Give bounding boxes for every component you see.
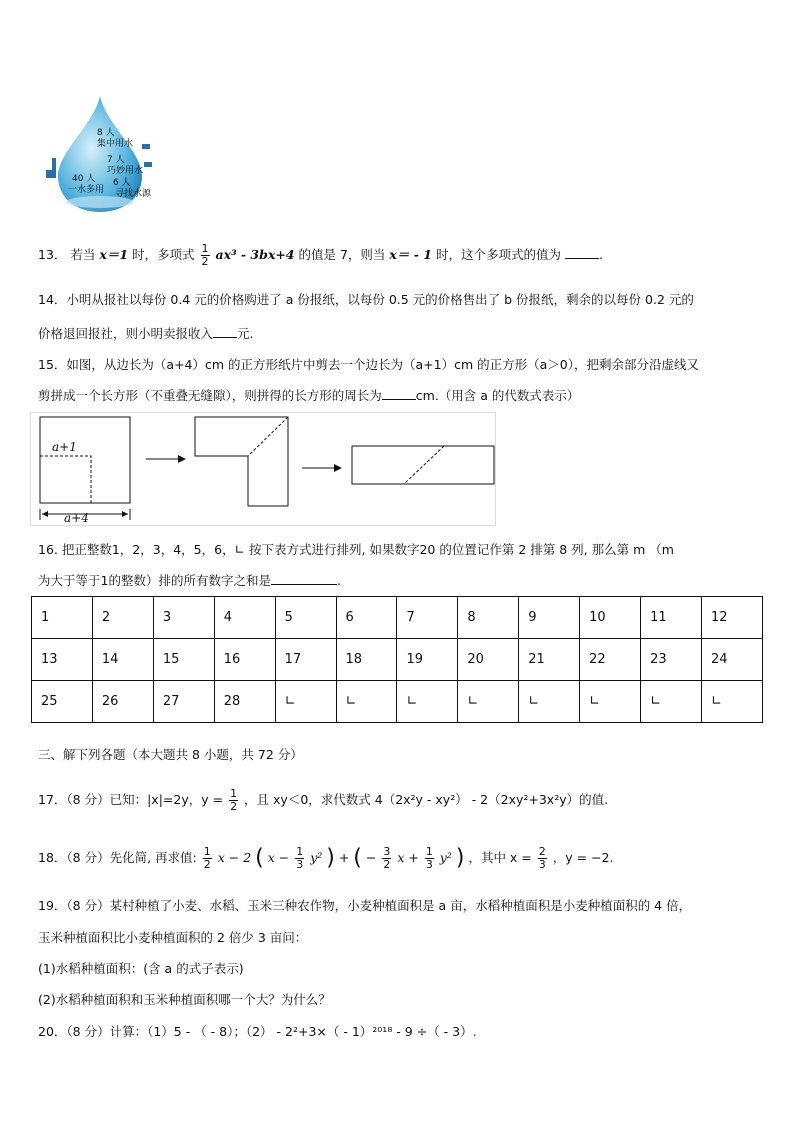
- table-cell: ∟: [701, 681, 762, 723]
- q18-frac-4: [425, 846, 434, 871]
- question-20: 20．（8 分）计算：（1）5 - （ - 8）；（2） - 2²+3×（ - 1）²⁰¹⁸ - 9 ÷（ - 3）.: [38, 1024, 477, 1039]
- q18-expr-1: x − 2: [217, 850, 252, 865]
- q15-figure: [30, 412, 496, 526]
- table-cell: 15: [153, 639, 214, 681]
- logo-text-7: 6 人: [113, 178, 131, 188]
- table-cell: 9: [519, 597, 580, 639]
- table-cell: 1: [32, 597, 93, 639]
- q13-polynomial: ax³ - 3bx+4: [215, 247, 295, 262]
- question-17: [38, 788, 608, 813]
- q14-text: 价格退回报社，则小明卖报收入: [38, 326, 214, 341]
- q18-expr-6: x +: [397, 850, 419, 865]
- q18-frac-3-num: 3: [383, 845, 391, 858]
- q13-frac-num: 1: [201, 242, 209, 255]
- q17-frac-den: 2: [230, 800, 238, 813]
- q17-text-1: 17．（8 分）已知：|x|=2y，y =: [38, 792, 224, 807]
- q18-expr-3: y²: [310, 850, 323, 865]
- table-cell: 25: [32, 681, 93, 723]
- q13-text-2: 时，多项式: [132, 247, 195, 262]
- table-cell: 23: [641, 639, 702, 681]
- q16-text: 为大于等于1的整数）排的所有数字之和是: [38, 573, 271, 588]
- table-cell: 19: [397, 639, 458, 681]
- table-cell: 20: [458, 639, 519, 681]
- question-16-line2: [38, 572, 341, 589]
- q14-answer-blank[interactable]: [213, 325, 237, 338]
- q14-unit: 元.: [237, 326, 254, 341]
- table-cell: 2: [92, 597, 153, 639]
- logo-text-3: 7 人: [107, 155, 125, 165]
- question-16-line1: 16. 把正整数1，2，3，4，5，6，∟ 按下表方式进行排列, 如果数字20 的位置记作第 2 排第 8 列, 那么第 m （m: [38, 542, 674, 557]
- question-15-line2: [38, 387, 579, 404]
- section-3-heading: 三、解下列各题（本大题共 8 小题，共 72 分）: [38, 747, 303, 762]
- logo-text-4: 巧妙用水: [107, 166, 144, 176]
- logo-text-8: 寻找水源: [115, 189, 152, 199]
- number-arrangement-table: [31, 596, 763, 723]
- q18-frac-2-den: 3: [296, 858, 304, 871]
- q18-frac-1-den: 2: [203, 858, 211, 871]
- q18-frac-5-den: 3: [538, 858, 546, 871]
- logo-text-5: 40 人: [72, 174, 96, 184]
- q17-frac-num: 1: [230, 787, 238, 800]
- q18-frac-4-num: 1: [425, 845, 433, 858]
- q13-fraction: [201, 243, 210, 268]
- q18-frac-5-num: 2: [538, 845, 546, 858]
- q13-answer-blank[interactable]: [565, 246, 599, 259]
- q13-text-3: 的值是 7，则当: [298, 247, 386, 262]
- q15-label-a-plus-1: a+1: [52, 440, 77, 454]
- q18-paren-close-2: ): [455, 845, 465, 871]
- question-19-line2: 玉米种植面积比小麦种植面积的 2 倍少 3 亩问：: [38, 930, 308, 945]
- table-cell: 10: [580, 597, 641, 639]
- table-row: [32, 681, 763, 723]
- q18-paren-open-1: (: [255, 845, 264, 871]
- table-cell: ∟: [519, 681, 580, 723]
- q15-text: 剪拼成一个长方形（不重叠无缝隙），则拼得的长方形的周长为: [38, 388, 382, 403]
- logo-text-2: 集中用水: [97, 139, 134, 149]
- table-row: [32, 639, 763, 681]
- q18-tail-2: ，y = −2.: [552, 850, 614, 865]
- q18-expr-7: y²: [439, 850, 452, 865]
- logo-text-1: 8 人: [97, 128, 115, 138]
- q15-answer-blank[interactable]: [382, 387, 416, 400]
- table-cell: 4: [214, 597, 275, 639]
- q18-frac-1-num: 1: [203, 845, 211, 858]
- table-cell: 12: [701, 597, 762, 639]
- question-13: [38, 243, 603, 268]
- q18-frac-1: [203, 846, 212, 871]
- table-cell: 8: [458, 597, 519, 639]
- table-cell: ∟: [336, 681, 397, 723]
- q17-text-2: ，且 xy＜0，求代数式 4（2x²y - xy²） - 2（2xy²+3x²y）的值.: [244, 792, 609, 807]
- q13-number: 13．: [38, 247, 67, 262]
- q18-frac-2: [295, 846, 304, 871]
- q18-frac-2-num: 1: [296, 845, 304, 858]
- q13-text-4: 时，这个多项式的值为: [435, 247, 561, 262]
- question-14-line2: [38, 325, 254, 342]
- q16-answer-blank[interactable]: [271, 572, 337, 585]
- q13-x-eq-neg1: x＝ - 1: [389, 247, 432, 262]
- q17-fraction: [229, 788, 238, 813]
- q13-x-eq-1: x＝1: [99, 247, 129, 262]
- table-cell: 5: [275, 597, 336, 639]
- question-19-line1: 19．（8 分）某村种植了小麦、水稻、玉米三种农作物，小麦种植面积是 a 亩，水稻种植面积是小麦种植面积的 4 倍，: [38, 898, 692, 913]
- table-cell: 16: [214, 639, 275, 681]
- q18-expr-2: x −: [267, 850, 290, 865]
- question-19-sub2: (2)水稻种植面积和玉米种植面积哪一个大？为什么？: [38, 992, 331, 1007]
- table-cell: 6: [336, 597, 397, 639]
- table-cell: ∟: [275, 681, 336, 723]
- table-cell: 28: [214, 681, 275, 723]
- question-18: [38, 846, 613, 871]
- question-19-sub1: (1)水稻种植面积：(含 a 的式子表示): [38, 961, 244, 976]
- table-cell: 7: [397, 597, 458, 639]
- table-cell: ∟: [458, 681, 519, 723]
- table-cell: 11: [641, 597, 702, 639]
- table-cell: 3: [153, 597, 214, 639]
- q13-period: .: [598, 247, 603, 262]
- q18-minus: −: [365, 850, 377, 865]
- table-cell: 24: [701, 639, 762, 681]
- q16-period: .: [336, 573, 341, 588]
- table-cell: 13: [32, 639, 93, 681]
- table-cell: 17: [275, 639, 336, 681]
- q18-frac-3: [382, 846, 391, 871]
- table-row: [32, 597, 763, 639]
- table-cell: 26: [92, 681, 153, 723]
- table-cell: 27: [153, 681, 214, 723]
- q18-frac-5: [538, 846, 547, 871]
- q18-frac-4-den: 3: [425, 858, 433, 871]
- table-cell: 21: [519, 639, 580, 681]
- q15-unit: cm.（用含 a 的代数式表示）: [415, 388, 580, 403]
- q18-tail-1: ，其中 x =: [468, 850, 532, 865]
- table-cell: ∟: [641, 681, 702, 723]
- table-cell: 18: [336, 639, 397, 681]
- q13-frac-den: 2: [201, 255, 209, 268]
- question-14-line1: 14．小明从报社以每份 0.4 元的价格购进了 a 份报纸，以每份 0.5 元的价格售出了 b 份报纸，剩余的以每份 0.2 元的: [38, 292, 694, 307]
- table-cell: 22: [580, 639, 641, 681]
- table-cell: 14: [92, 639, 153, 681]
- q15-label-a-plus-4: a+4: [64, 511, 89, 525]
- question-15-line1: 15．如图，从边长为（a+4）cm 的正方形纸片中剪去一个边长为（a+1）cm 的正方形（a＞0），把剩余部分沿虚线又: [38, 357, 699, 372]
- q13-text-1: 若当: [70, 247, 96, 262]
- logo-text-6: 一水多用: [68, 185, 105, 195]
- table-cell: ∟: [397, 681, 458, 723]
- q18-paren-close-1: ): [326, 845, 335, 871]
- q18-text: 18．（8 分）先化简, 再求值:: [38, 850, 197, 865]
- q18-plus: +: [338, 850, 350, 865]
- q18-paren-open-2: (: [353, 845, 362, 871]
- table-cell: ∟: [580, 681, 641, 723]
- q18-frac-3-den: 2: [383, 858, 391, 871]
